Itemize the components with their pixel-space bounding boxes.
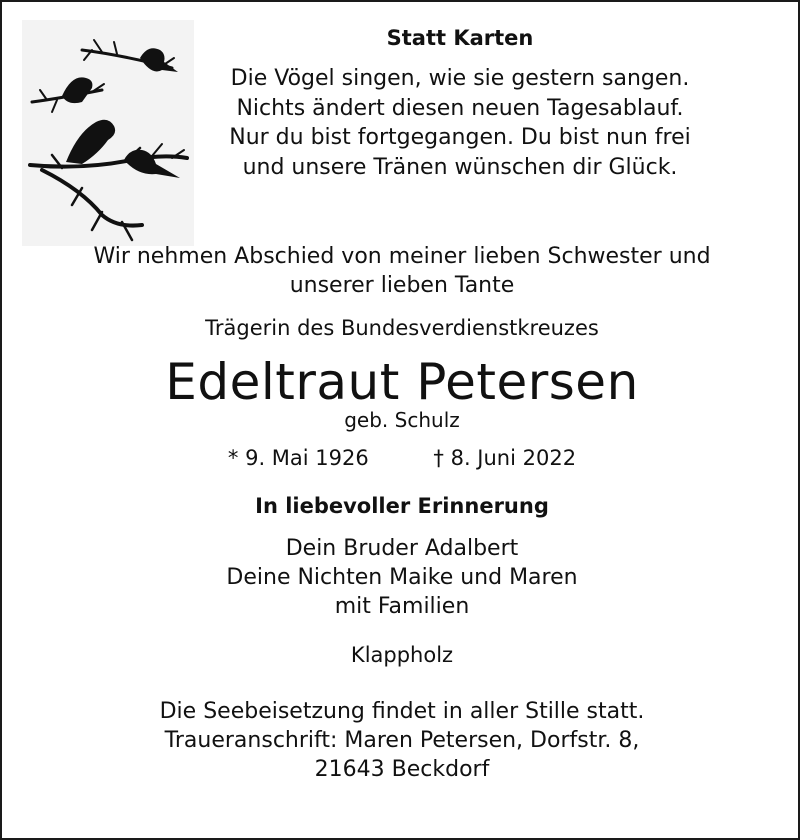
birds-on-branches-icon bbox=[22, 20, 194, 246]
death-date: † 8. Juni 2022 bbox=[433, 446, 577, 470]
poem-verse bbox=[202, 64, 718, 182]
farewell-line: Wir nehmen Abschied von meiner lieben Schwester und bbox=[93, 244, 711, 269]
memory-heading: In liebevoller Erinnerung bbox=[255, 494, 549, 518]
life-dates bbox=[2, 444, 800, 472]
notice-line: Die Seebeisetzung findet in aller Stille statt. bbox=[159, 699, 645, 724]
family-line: Deine Nichten Maike und Maren bbox=[226, 565, 578, 590]
header-block bbox=[202, 24, 718, 182]
notice-line: Traueranschrift: Maren Petersen, Dorfstr. 8, bbox=[164, 728, 640, 753]
farewell-text bbox=[2, 242, 800, 300]
birth-name: geb. Schulz bbox=[344, 408, 460, 432]
notice-line: 21643 Beckdorf bbox=[314, 757, 490, 782]
honor-line: Trägerin des Bundesverdienstkreuzes bbox=[205, 316, 599, 340]
verse-line: und unsere Tränen wünschen dir Glück. bbox=[242, 154, 678, 180]
verse-line: Die Vögel singen, wie sie gestern sangen. bbox=[230, 66, 690, 91]
place-name: Klappholz bbox=[350, 643, 454, 667]
statt-karten-heading: Statt Karten bbox=[386, 26, 534, 50]
verse-line: Nur du bist fortgegangen. Du bist nun frei bbox=[229, 125, 691, 150]
birth-date: * 9. Mai 1926 bbox=[227, 446, 369, 470]
family-line: mit Familien bbox=[334, 594, 470, 619]
funeral-notice bbox=[2, 697, 800, 784]
farewell-line: unserer lieben Tante bbox=[289, 273, 515, 298]
deceased-name: Edeltraut Petersen bbox=[165, 353, 639, 411]
main-content bbox=[2, 242, 800, 784]
family-line: Dein Bruder Adalbert bbox=[285, 536, 519, 561]
family-list bbox=[2, 534, 800, 621]
verse-line: Nichts ändert diesen neuen Tagesablauf. bbox=[236, 95, 684, 121]
